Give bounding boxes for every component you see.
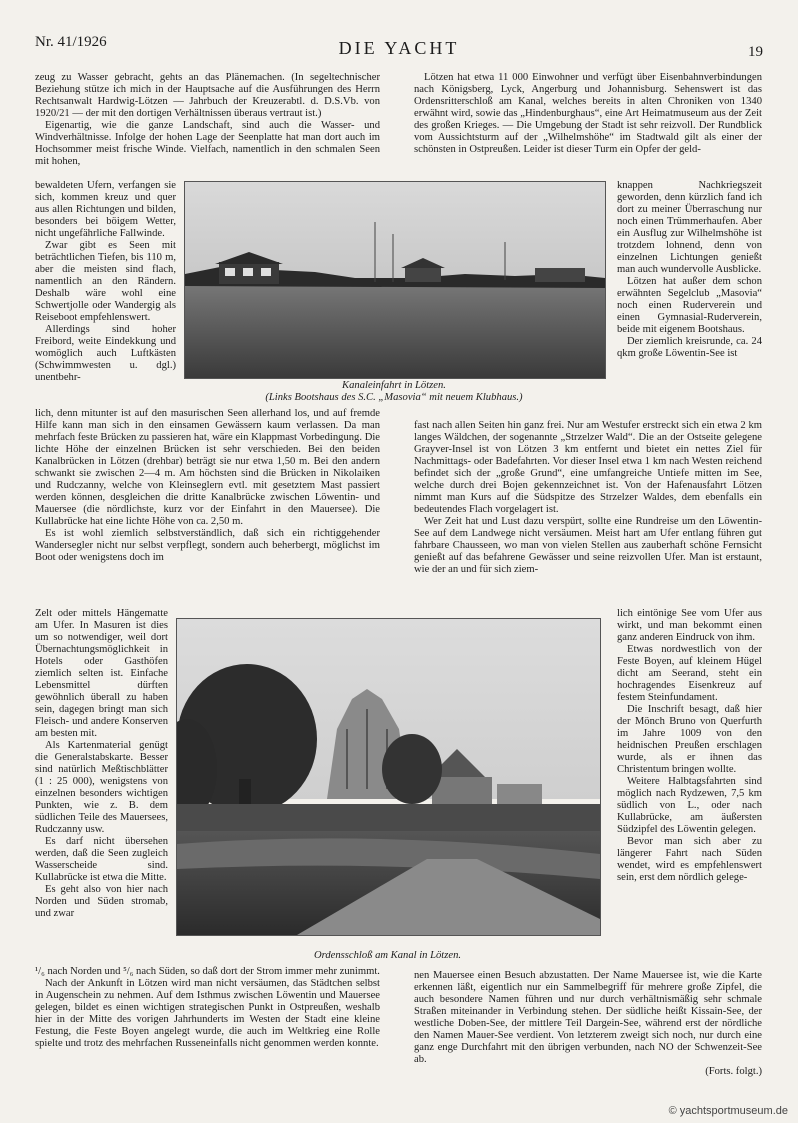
col-left-top (35, 72, 380, 168)
paragraph: Allerdings sind hoher Freibord, weite Eindekkung und womöglich auch Luftkästen (Schwimmwesten u. dgl.) unentbehr- (35, 324, 176, 383)
col-left-bottom (35, 966, 380, 1050)
paragraph: Etwas nordwestlich von der Feste Boyen, auf kleinem Hügel dicht am Seerand, steht ein hochragendes Eisenkreuz auf festem Steinfundament. (617, 644, 762, 703)
paragraph: Eigenartig, wie die ganze Landschaft, sind auch die Wasser- und Windverhältnisse. Infolge der hohen Lage der Seenplatte hat man dort auch im Hochsommer meist frische Winde. Vielfach, namentlich in den schmalen Seen mit hohen, (35, 120, 380, 167)
col-right-narrow-1 (617, 180, 762, 360)
paragraph: Es geht also von hier nach Norden und Süden stromab, und zwar (35, 884, 168, 919)
issue-number: Nr. 41/1926 (35, 34, 107, 50)
col-left-mid (35, 408, 380, 564)
paragraph: Nach der Ankunft in Lötzen wird man nicht versäumen, das Städtchen selbst in Augenschein zu nehmen. Auf dem Isthmus zwischen Löwentin und Mauersee gelegen, bildet es einen wichtigen strategischen Punkt in Ostpreußen, weshalb hier in der Mitte des vorigen Jahrhunderts im Westen der Stadt eine kleine Festung, die Feste Boyen angelegt wurde, die auch im Weltkrieg eine Rolle spielte und trotz des mehrfachen Russeneinfalls nicht genommen werden konnte. (35, 978, 380, 1049)
photo-canal-entrance-image (185, 182, 605, 378)
paragraph: Lötzen hat außer dem schon erwähnten Segelclub „Masovia“ noch einen Ruderverein und einen Gymnasial-Ruderverein, beide mit eigenem Bootshaus. (617, 276, 762, 335)
watermark: © yachtsportmuseum.de (668, 1105, 788, 1117)
photo-canal-entrance (184, 181, 606, 379)
paragraph: knappen Nachkriegszeit geworden, denn kürzlich fand ich dort zu meiner Überraschung nur noch einen Trümmerhaufen. Aber ein Ausflug zur Wilhelmshöhe ist trotzdem lohnend, denn von einzelnen Lichtungen genießt man auch wundervolle Ausblicke. (617, 180, 762, 275)
photo-order-castle-image (177, 619, 600, 935)
col-right-bottom (414, 970, 762, 1078)
paragraph: ¹/₆ nach Norden und ⁵/₆ nach Süden, so daß dort der Strom immer mehr zunimmt. (35, 966, 380, 977)
paragraph: Weitere Halbtagsfahrten sind möglich nach Rydzewen, 7,5 km südlich von L., oder nach Kullabrücke, am äußersten Südzipfel des Löwentin gelegen. (617, 776, 762, 835)
paragraph: Als Kartenmaterial genügt die Generalstabskarte. Besser sind natürlich Meßtischblätter (1 : 25 000), wenigstens von einzelnen besonders wichtigen Punkten, wie z. B. dem südlichen Teile des Mauersees, Rudczanny usw. (35, 740, 168, 835)
col-right-narrow-2 (617, 608, 762, 884)
magazine-title: DIE YACHT (338, 38, 460, 58)
paragraph: bewaldeten Ufern, verfangen sie sich, kommen kreuz und quer aus allen Richtungen und bilden, besonders bei böigem Wetter, nicht ungefährliche Fallwinde. (35, 180, 176, 239)
col-left-narrow-1 (35, 180, 176, 384)
caption-top-line1: Kanaleinfahrt in Lötzen. (342, 380, 446, 391)
paragraph: Wer Zeit hat und Lust dazu verspürt, sollte eine Rundreise um den Löwentin-See auf dem Landwege nicht versäumen. Meist hart am Ufer entlang führen gut fahrbare Chausseen, wo man von vielen Stellen aus zauberhaft schöne Fernsicht genießt auf das befahrene Gewässer und seine reizvollen Ufer. Man ist erstaunt, wie der an und für sich ziem- (414, 516, 762, 575)
paragraph: Zelt oder mittels Hängematte am Ufer. In Masuren ist dies um so notwendiger, weil dort Übernachtungsmöglichkeit in Hotels oder Gasthöfen ziemlich selten ist. Einfache Lebensmittel dürften gewöhnlich überall zu haben sein, dagegen bringt man sich Fleisch- und andere Konserven am besten mit. (35, 608, 168, 739)
paragraph: zeug zu Wasser gebracht, gehts an das Plänemachen. (In segeltechnischer Beziehung stütze ich mich in der Hauptsache auf die Ausführungen des Herrn Rechtsanwalt Hardwig-Lötzen — Jahrbuch der Kreuzerabtl. d. D.S.Vb. von 1920/21 — der mit den dortigen Verhältnissen überaus vertraut ist.) (35, 72, 380, 119)
paragraph: Lötzen hat etwa 11 000 Einwohner und verfügt über Eisenbahnverbindungen nach Königsberg, Lyck, Angerburg und Johannisburg. Sehenswert ist das Ordensritterschloß am Kanal, welches bereits in alten Chroniken von 1340 erwähnt wird, sowie das „Hindenburghaus“, eine Art Heimatmuseum aus der Zeit des großen Krieges. — Die Umgebung der Stadt ist sehr reizvoll. Der Rundblick vom Aussichtsturm auf der „Wilhelmshöhe“ im Stadtwald gilt als einer der schönsten in Ostpreußen. Leider ist dieser Turm ein Opfer der geld- (414, 72, 762, 155)
paragraph: Die Inschrift besagt, daß hier der Mönch Bruno von Querfurth im Jahre 1009 von den heidnischen Preußen erschlagen wurde, als er ihnen das Christentum bringen wollte. (617, 704, 762, 775)
col-right-mid (414, 420, 762, 576)
paragraph: Es ist wohl ziemlich selbstverständlich, daß sich ein richtiggehender Wandersegler nicht nur selbst verpflegt, sondern auch beherbergt, möglichst im Boot oder wenigstens doch im (35, 528, 380, 563)
paragraph: Zwar gibt es Seen mit beträchtlichen Tiefen, bis 110 m, aber die meisten sind flach, namentlich an den Rändern. Deshalb wäre wohl eine Schwertjolle oder Wandergig als Reiseboot empfehlenswert. (35, 240, 176, 323)
photo-order-castle (176, 618, 601, 936)
page-number: 19 (748, 44, 763, 60)
paragraph: lich, denn mitunter ist auf den masurischen Seen allerhand los, und auf fremde Hilfe kann man sich in den einsamen Gewässern kaum verlassen. Da man mehrfach feste Brücken zu passieren hat, wäre ein Klappmast Vorbedingung. Die lichte Höhe der einzelnen Brücken ist sehr verschieden. Bei den beiden Kanalbrücken in Lötzen (drehbar) beträgt sie nur etwa 1,50 m. Bei den andern schwankt sie zwischen 2—4 m. Am höchsten sind die Brücken in Nikolaiken und Rudczanny, welche von Kleinseglern evtl. mit gesetztem Mast passiert werden können, desgleichen die dritte Kanalbrücke zwischen Löwentin- und Mauersee (die nördlichste, kurz vor der Einfahrt in den Mauersee). Die Kullabrücke hat eine lichte Höhe von ca. 2,50 m. (35, 408, 380, 527)
col-right-top (414, 72, 762, 156)
paragraph: Der ziemlich kreisrunde, ca. 24 qkm große Löwentin-See ist (617, 336, 762, 359)
paragraph: lich eintönige See vom Ufer aus wirkt, und man bekommt einen ganz anderen Eindruck von ihm. (617, 608, 762, 643)
paragraph: fast nach allen Seiten hin ganz frei. Nur am Westufer erstreckt sich ein etwa 2 km langes Wäldchen, der sogenannte „Strzelzer Wald“. Die an der Ostseite gelegene Grayver-Insel ist von Lötzen 3 km entfernt und bietet ein nettes Ziel für Nachmittags- oder Badefahrten. Vor dieser Insel etwa 1 km nach Westen reichend befindet sich der „große Grund“, eine umfangreiche Untiefe mitten im See, welche durch drei Bojen gekennzeichnet ist. Von der Hafenausfahrt Lötzen nimmt man Kurs auf die Südspitze des Strzelzer Waldes, dem ebenfalls ein bedeutendes Flach vorgelagert ist. (414, 420, 762, 515)
caption-bottom: Ordensschloß am Kanal in Lötzen. (313, 950, 462, 961)
paragraph: Bevor man sich aber zu längerer Fahrt nach Süden wendet, wird es empfehlenswert sein, erst dem nördlich gelege- (617, 836, 762, 883)
paragraph: nen Mauersee einen Besuch abzustatten. Der Name Mauersee ist, wie die Karte erkennen läßt, eigentlich nur ein Sammelbegriff für mehrere große Zipfel, die auch besondere Namen führen und nur durch verhältnismäßig sehr schmale Straßen miteinander in Verbindung stehen. Der südliche heißt Kissain-See, der westliche Doben-See, der mittlere Teil Dargein-See, während erst der nördliche den Namen Mauer-See verdient. Von letzterem zweigt sich noch, nur durch eine ganz enge Durchfahrt mit den übrigen verbunden, nach NO der Schwenzeit-See ab. (414, 970, 762, 1065)
continued-note: (Forts. folgt.) (705, 1066, 762, 1077)
caption-top-line2: (Links Bootshaus des S.C. „Masovia“ mit neuem Klubhaus.) (265, 392, 523, 403)
col-left-narrow-2 (35, 608, 168, 920)
paragraph: Es darf nicht übersehen werden, daß die Seen zugleich Wasserscheide sind. Kullabrücke ist etwa die Mitte. (35, 836, 168, 883)
